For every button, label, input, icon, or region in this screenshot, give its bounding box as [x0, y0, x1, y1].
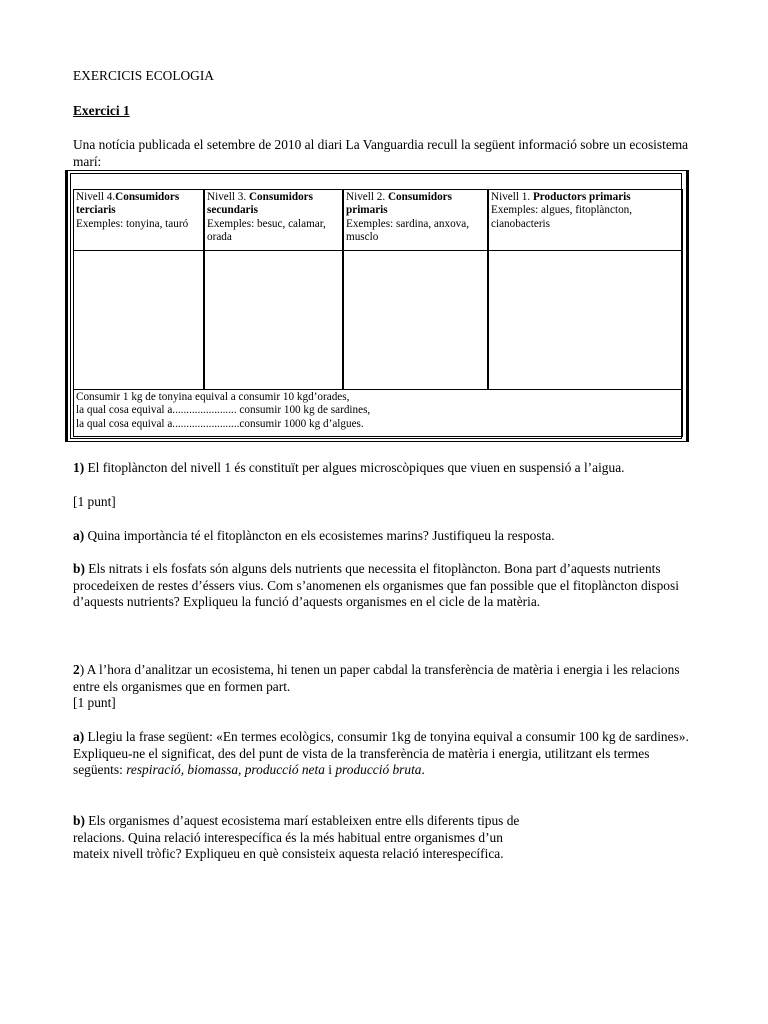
table-header-level-1: Nivell 1. Productors primaris Exemples: algues, fitoplàncton, cianobacteris	[488, 189, 683, 251]
intro-paragraph: Una notícia publicada el setembre de 2010 al diari La Vanguardia recull la següent informació sobre un ecosistema marí:	[73, 137, 689, 169]
document-title: EXERCICIS ECOLOGIA	[73, 68, 214, 83]
question-1a: a) Quina importància té el fitoplàncton en els ecosistemes marins? Justifiqueu la resposta.	[73, 528, 555, 543]
question-2a: a) Llegiu la frase següent: «En termes ecològics, consumir 1kg de tonyina equival a consumir 100 kg de sardines». Expliqueu-ne el significat, des del punt de vista de la transferència de matèria i energia, utilitzant els termes següents: respiració, biomassa, producció neta i producció bruta.	[73, 729, 689, 777]
table-header-level-2: Nivell 2. Consumidors primaris Exemples: sardina, anxova, musclo	[343, 189, 488, 251]
table-empty-cell	[343, 250, 488, 390]
question-1b: b) Els nitrats i els fosfats són alguns dels nutrients que necessita el fitoplàncton. Bona part d’aquests nutrients procedeixen de restes d’éssers vius. Com s’anomenen els organismes que fan possible que el fitoplàncton disposi d’aquests nutrients? Expliqueu la funció d’aquests organismes en el cicle de la matèria.	[73, 561, 679, 609]
exercise-title: Exercici 1	[73, 103, 130, 118]
table-header-level-3: Nivell 3. Consumidors secundaris Exemples: besuc, calamar, orada	[204, 189, 343, 251]
question-2b: b) Els organismes d’aquest ecosistema marí estableixen entre ells diferents tipus de relacions. Quina relació interespecífica és la més habitual entre organismes d’un mateix nivell tròfic? Expliqueu en què consisteix aquesta relació interespecífica.	[73, 813, 520, 861]
question-1: 1) El fitoplàncton del nivell 1 és constituït per algues microscòpiques que viuen en suspensió a l’aigua.	[73, 460, 625, 475]
table-empty-cell	[73, 250, 204, 390]
table-empty-cell	[488, 250, 683, 390]
table-empty-cell	[204, 250, 343, 390]
question-2-points: [1 punt]	[73, 695, 116, 710]
table-footer-note: Consumir 1 kg de tonyina equival a consumir 10 kgd’orades, la qual cosa equival a....................... consumir 100 kg de sardines, la qual cosa equival a........................consumir 1000 kg d’algues.	[73, 389, 683, 437]
trophic-levels-table	[67, 170, 687, 442]
table-header-level-4: Nivell 4.Consumidors terciaris Exemples: tonyina, tauró	[73, 189, 204, 251]
question-2: 2) A l’hora d’analitzar un ecosistema, hi tenen un paper cabdal la transferència de matèria i energia i les relacions entre els organismes que en formen part.	[73, 662, 680, 694]
question-1-points: [1 punt]	[73, 494, 116, 509]
